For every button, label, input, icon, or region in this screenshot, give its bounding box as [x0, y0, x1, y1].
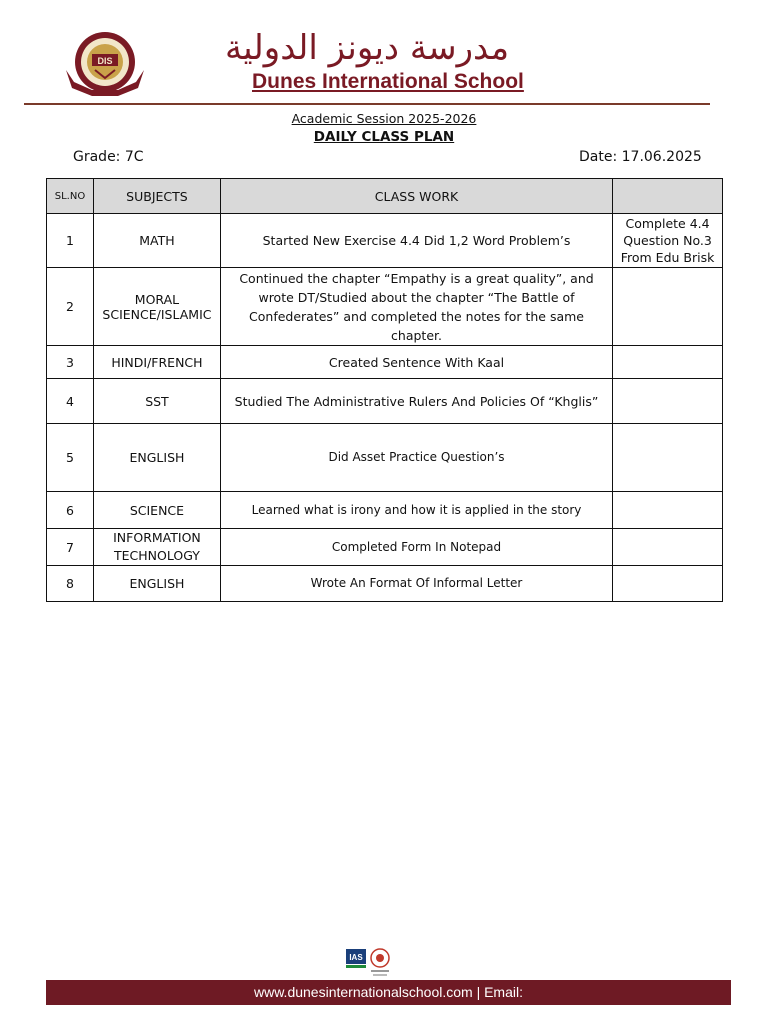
school-logo — [62, 30, 148, 98]
table-row — [47, 424, 723, 492]
table-row — [47, 492, 723, 529]
row-sl: 4 — [47, 379, 94, 424]
row-extra — [613, 529, 723, 566]
row-class-work: Created Sentence With Kaal — [220, 346, 612, 379]
accreditation-logos — [344, 946, 396, 980]
row-extra — [613, 424, 723, 492]
table-row — [47, 268, 723, 346]
header-sl-no: SL.NO — [47, 179, 94, 214]
row-sl: 5 — [47, 424, 94, 492]
row-class-work: Started New Exercise 4.4 Did 1,2 Word Problem’s — [220, 214, 612, 268]
academic-session — [0, 111, 768, 126]
footer-contact-bar — [46, 980, 731, 1005]
row-subject: ENGLISH — [93, 424, 220, 492]
svg-text:IAS: IAS — [349, 953, 363, 962]
date-label: Date: 17.06.2025 — [579, 149, 702, 165]
row-subject: MATH — [93, 214, 220, 268]
row-extra — [613, 268, 723, 346]
row-class-work: Continued the chapter “Empathy is a great quality”, and wrote DT/Studied about the chapter “The Battle of Confederates” and completed the notes for the same chapter. — [220, 268, 612, 346]
row-subject: HINDI/FRENCH — [93, 346, 220, 379]
table-row — [47, 566, 723, 602]
row-sl: 6 — [47, 492, 94, 529]
row-sl: 1 — [47, 214, 94, 268]
row-extra — [613, 346, 723, 379]
plan-title-text: DAILY CLASS PLAN — [313, 129, 455, 145]
row-sl: 7 — [47, 529, 94, 566]
academic-session-text: Academic Session 2025-2026 — [291, 111, 477, 126]
row-subject: ENGLISH — [93, 566, 220, 602]
row-subject: INFORMATION TECHNOLOGY — [93, 529, 220, 566]
header-subjects: SUBJECTS — [93, 179, 220, 214]
row-class-work: Learned what is irony and how it is applied in the story — [220, 492, 612, 529]
row-extra — [613, 566, 723, 602]
row-class-work: Wrote An Format Of Informal Letter — [220, 566, 612, 602]
table-row — [47, 529, 723, 566]
row-sl: 8 — [47, 566, 94, 602]
row-class-work: Did Asset Practice Question’s — [220, 424, 612, 492]
table-row — [47, 214, 723, 268]
grade-label: Grade: 7C — [73, 149, 144, 165]
header-divider — [24, 103, 710, 105]
row-class-work: Completed Form In Notepad — [220, 529, 612, 566]
header-class-work: CLASS WORK — [220, 179, 612, 214]
school-name: Dunes International School — [252, 70, 524, 93]
row-subject: SST — [93, 379, 220, 424]
row-class-work: Studied The Administrative Rulers And Policies Of “Khglis” — [220, 379, 612, 424]
class-plan-table — [46, 178, 723, 602]
row-subject: MORAL SCIENCE/ISLAMIC — [93, 268, 220, 346]
school-name-arabic: مدرسة ديونز الدولية — [224, 28, 510, 68]
footer-contact-text: www.dunesinternationalschool.com | Email: — [254, 984, 523, 1000]
row-subject: SCIENCE — [93, 492, 220, 529]
table-header-row — [47, 179, 723, 214]
row-extra — [613, 492, 723, 529]
row-sl: 3 — [47, 346, 94, 379]
table-row — [47, 379, 723, 424]
svg-text:DIS: DIS — [97, 56, 113, 66]
row-sl: 2 — [47, 268, 94, 346]
plan-title — [0, 129, 768, 145]
row-extra: Complete 4.4 Question No.3 From Edu Brisk — [613, 214, 723, 268]
row-extra — [613, 379, 723, 424]
header-extra — [613, 179, 723, 214]
table-row — [47, 346, 723, 379]
